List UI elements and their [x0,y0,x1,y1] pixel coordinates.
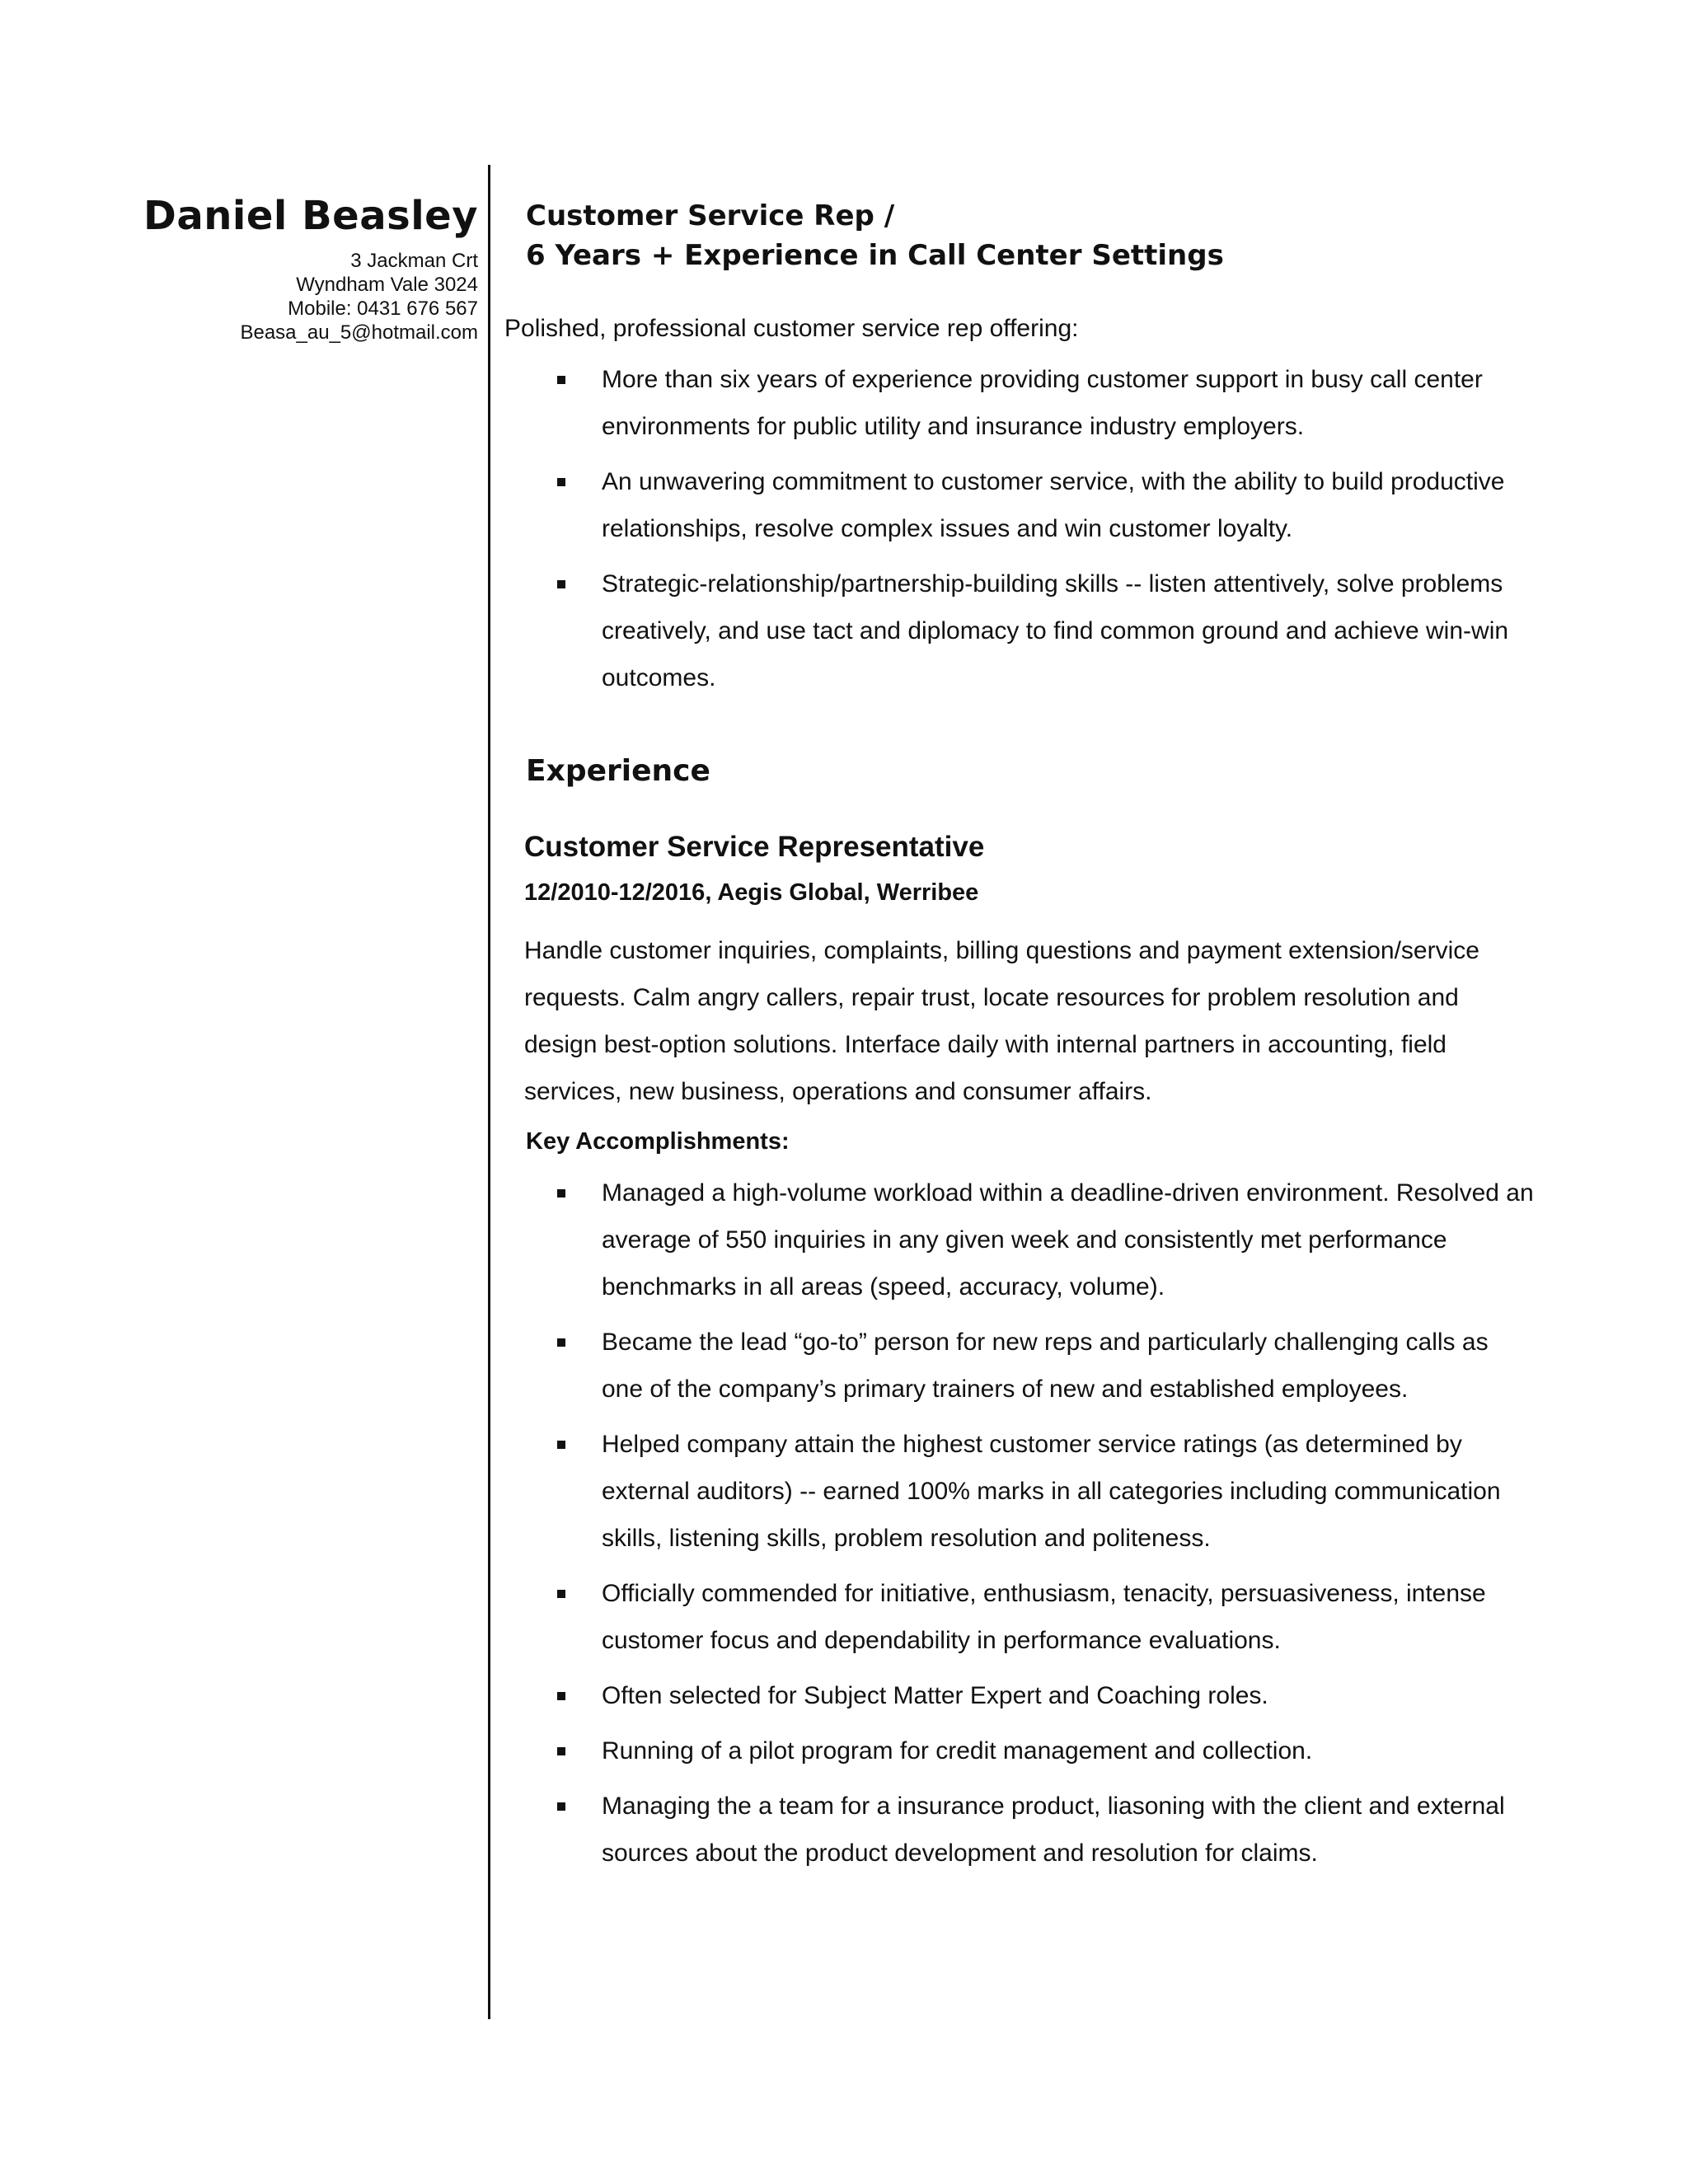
accomplishment-item [504,1783,1535,1877]
job-dates-employer: 12/2010-12/2016, Aegis Global, Werribee [524,879,979,906]
accomplishment-text: Managed a high-volume workload within a deadline-driven environment. Resolved an average of 550 inquiries in any given week and consistently met performance benchmarks in all areas (speed, accuracy, volume). [602,1179,1534,1301]
square-bullet-icon [557,478,565,486]
email-address: Beasa_au_5@hotmail.com [240,321,478,344]
accomplishments-list [504,1169,1535,1877]
headline-line-1: Customer Service Rep / [526,199,895,232]
summary-intro: Polished, professional customer service rep offering: [504,315,1079,342]
square-bullet-icon [557,1802,565,1811]
candidate-name: Daniel Beasley [143,193,478,239]
square-bullet-icon [557,1747,565,1755]
square-bullet-icon [557,1441,565,1449]
summary-bullet-list [504,356,1535,701]
accomplishment-text: Managing the a team for a insurance product, liasoning with the client and external sources about the product development and resolution for claims. [602,1793,1505,1867]
address-line-1: 3 Jackman Crt [350,250,478,272]
square-bullet-icon [557,580,565,588]
summary-bullet-text: More than six years of experience providing customer support in busy call center environments for public utility and insurance industry employers. [602,366,1483,440]
accomplishment-text: Helped company attain the highest customer service ratings (as determined by external auditors) -- earned 100% marks in all categories including communication skills, listening skills, problem resolution and politeness. [602,1431,1501,1552]
accomplishments-heading: Key Accomplishments: [526,1128,790,1155]
column-divider [488,165,490,2019]
main-content [504,196,1535,1885]
headline-line-2: 6 Years + Experience in Call Center Settings [526,239,1224,272]
summary-bullet [504,458,1535,552]
accomplishment-text: Running of a pilot program for credit management and collection. [602,1737,1313,1765]
mobile-number: Mobile: 0431 676 567 [288,298,478,320]
accomplishment-item [504,1570,1535,1664]
experience-heading: Experience [526,754,710,788]
contact-block [124,191,478,344]
accomplishment-item [504,1169,1535,1310]
summary-bullet-text: An unwavering commitment to customer service, with the ability to build productive relationships, resolve complex issues and win customer loyalty. [602,468,1505,542]
summary-bullet-text: Strategic-relationship/partnership-building skills -- listen attentively, solve problems creatively, and use tact and diplomacy to find common ground and achieve win-win outcomes. [602,570,1509,691]
summary-bullet [504,560,1535,701]
summary-bullet [504,356,1535,450]
square-bullet-icon [557,1692,565,1700]
accomplishment-item [504,1727,1535,1774]
job-title: Customer Service Representative [524,831,985,863]
address-line-2: Wyndham Vale 3024 [296,274,478,296]
square-bullet-icon [557,1590,565,1598]
job-description: Handle customer inquiries, complaints, billing questions and payment extension/service requests. Calm angry callers, repair trust, locate resources for problem resolution and design best-option solutions. Interface daily with internal partners in accounting, field services, new business, operations and consumer affairs. [524,937,1479,1105]
square-bullet-icon [557,376,565,384]
accomplishment-item [504,1421,1535,1562]
accomplishment-text: Became the lead “go-to” person for new reps and particularly challenging calls as one of the company’s primary trainers of new and established employees. [602,1329,1489,1403]
accomplishment-item [504,1672,1535,1719]
accomplishment-item [504,1319,1535,1413]
accomplishment-text: Officially commended for initiative, enthusiasm, tenacity, persuasiveness, intense customer focus and dependability in performance evaluations. [602,1580,1486,1654]
square-bullet-icon [557,1338,565,1347]
square-bullet-icon [557,1189,565,1197]
accomplishment-text: Often selected for Subject Matter Expert and Coaching roles. [602,1682,1268,1709]
